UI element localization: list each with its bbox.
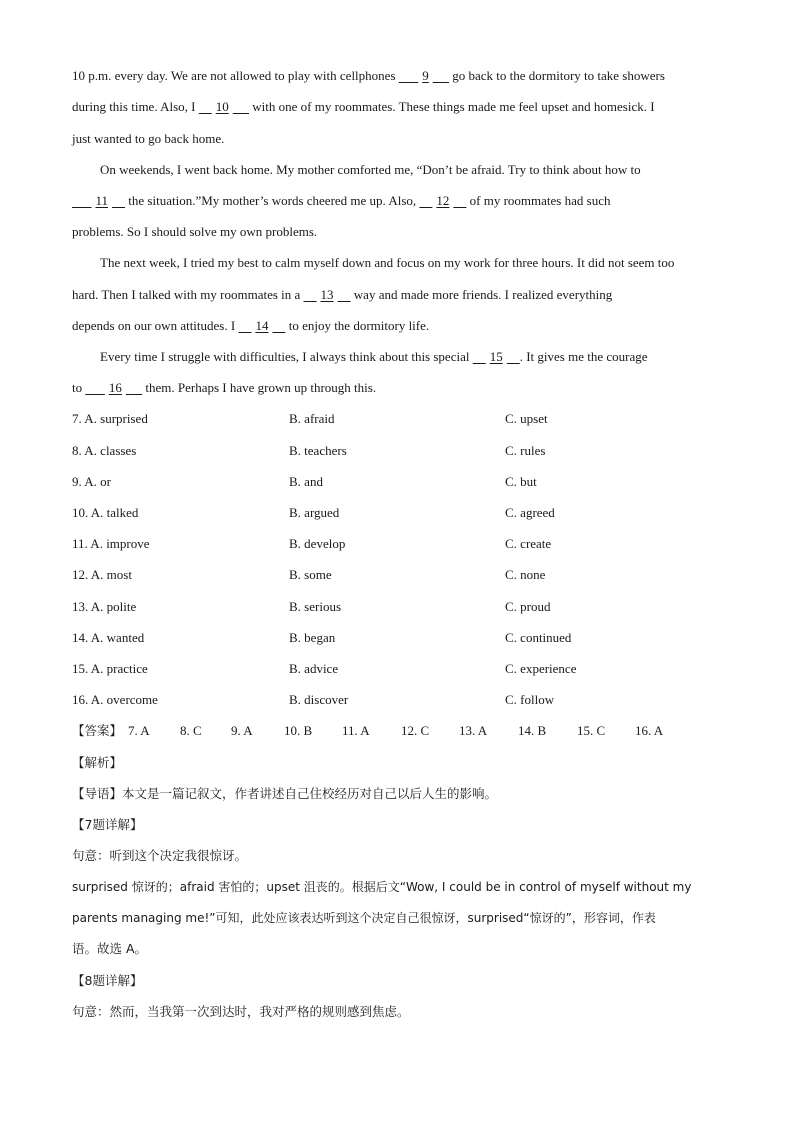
option-b: B. afraid [289,411,335,426]
option-b: B. argued [289,505,340,520]
text: the situation.”My mother’s words cheered me up. Also, [125,193,420,208]
answer-item: 16. A [635,723,664,738]
option-row [72,536,732,552]
option-b: B. develop [289,536,346,551]
q7-explanation-line: parents managing me!”可知，此处应该表达听到这个决定自己很惊讶，surprised“惊讶的”，形容词，作表 [72,911,656,925]
text: hard. Then I talked with my roommates in a [72,287,304,302]
q7-explanation-line: surprised 惊讶的；afraid 害怕的；upset 沮丧的。根据后文“Wow, I could be in control of myself without my [72,880,692,894]
passage-line [100,162,641,178]
option-b: B. and [289,474,323,489]
guide-text: 【导语】本文是一篇记叙文，作者讲述自己住校经历对自己以后人生的影响。 [72,786,498,801]
text: . It gives me the courage [519,349,648,364]
passage-line [72,68,665,84]
text: with one of my roommates. These things made me feel upset and homesick. I [249,99,655,114]
answer-item: 14. B [518,723,547,738]
passage-line [72,287,612,303]
option-c: C. none [505,567,546,582]
option-a: 15. A. practice [72,661,148,676]
option-row [72,567,732,583]
passage-line [72,99,655,115]
passage-line [100,255,674,271]
option-row [72,505,732,521]
option-a: 9. A. or [72,474,111,489]
option-a: 14. A. wanted [72,630,145,645]
text: of my roommates had such [466,193,611,208]
option-a: 7. A. surprised [72,411,148,426]
answer-item: 13. A [459,723,488,738]
text: during this time. Also, I [72,99,199,114]
option-a: 11. A. improve [72,536,150,551]
text: Every time I struggle with difficulties, I always think about this special [100,349,473,364]
answer-item: 12. C [401,723,430,738]
q7-heading: 【7题详解】 [72,817,143,832]
answer-item: 15. C [577,723,606,738]
option-row [72,411,732,427]
text: them. Perhaps I have grown up through this. [142,380,377,395]
text: to [72,380,86,395]
option-b: B. began [289,630,336,645]
blank-13: 13 [320,287,334,302]
blank-16: 16 [108,380,122,395]
passage-line [72,224,317,240]
option-a: 10. A. talked [72,505,139,520]
option-a: 12. A. most [72,567,132,582]
blank-9: ​ 9 [398,68,429,83]
option-row [72,599,732,615]
option-a: 8. A. classes [72,443,137,458]
option-row [72,692,732,708]
blank-10: 10 [215,99,229,114]
answer-item: 10. B [284,723,313,738]
option-b: B. discover [289,692,349,707]
text: way and made more friends. I realized everything [350,287,613,302]
option-b: B. teachers [289,443,347,458]
analysis-heading: 【解析】 [72,755,123,770]
option-row [72,661,732,677]
passage-line [72,193,610,209]
passage-line [72,131,224,147]
option-a: 13. A. polite [72,599,137,614]
q8-meaning: 句意：然而，当我第一次到达时，我对严格的规则感到焦虑。 [72,1004,410,1019]
option-c: C. create [505,536,552,551]
passage-line [72,380,376,396]
text: just wanted to go back home. [72,131,225,146]
option-c: C. experience [505,661,577,676]
option-b: B. serious [289,599,341,614]
text: go back to the dormitory to take showers [449,68,665,83]
answer-item: 11. A [342,723,370,738]
option-b: B. some [289,567,332,582]
option-row [72,443,732,459]
option-c: C. proud [505,599,551,614]
text: problems. So I should solve my own problems. [72,224,318,239]
answer-item: 9. A [231,723,253,738]
text: On weekends, I went back home. My mother comforted me, “Don’t be afraid. Try to think about how to [100,162,641,177]
q7-meaning: 句意：听到这个决定我很惊讶。 [72,848,248,863]
q8-heading: 【8题详解】 [72,973,143,988]
option-c: C. agreed [505,505,555,520]
blank-15: 15 [489,349,503,364]
q7-explanation-line: 语。故选 A。 [72,941,148,956]
answer-item: 8. C [180,723,202,738]
option-b: B. advice [289,661,339,676]
option-a: 16. A. overcome [72,692,158,707]
text: depends on our own attitudes. I [72,318,239,333]
option-c: C. rules [505,443,546,458]
blank-11: 11 [95,193,109,208]
text: 10 p.m. every day. We are not allowed to play with cellphones [72,68,399,83]
option-c: C. follow [505,692,555,707]
blank-12: 12 [436,193,450,208]
passage-line [100,349,648,365]
text: to enjoy the dormitory life. [285,318,430,333]
option-row [72,474,732,490]
answer-item: 7. A [128,723,150,738]
option-c: C. continued [505,630,572,645]
option-row [72,630,732,646]
option-c: C. but [505,474,537,489]
answer-label: 【答案】 [72,723,123,738]
blank-14: 14 [255,318,269,333]
text: The next week, I tried my best to calm myself down and focus on my work for three hours. It did not seem too [100,255,675,270]
option-c: C. upset [505,411,548,426]
passage-line [72,318,429,334]
